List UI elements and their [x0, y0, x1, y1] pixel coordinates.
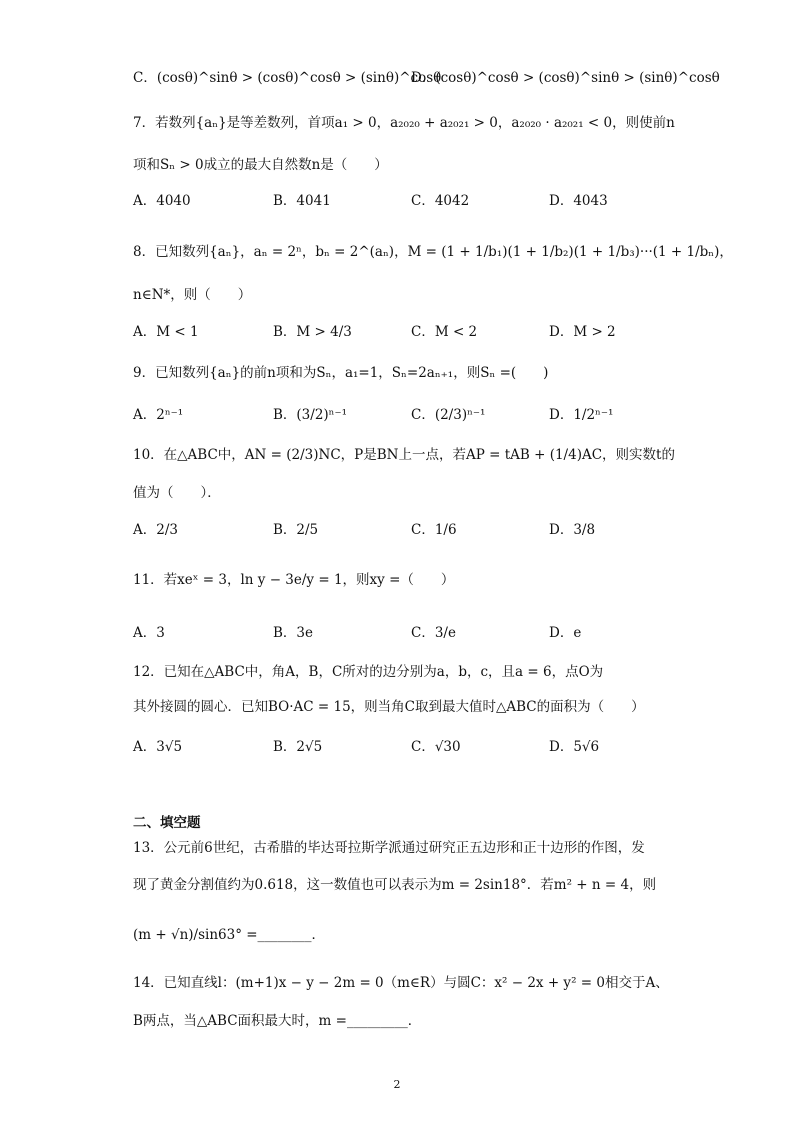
q11-option-b: B．3e	[273, 625, 313, 641]
q7-line1: 7．若数列{aₙ}是等差数列，首项a₁ > 0，a₂₀₂₀ + a₂₀₂₁ > 0，a₂₀₂₀ · a₂₀₂₁ < 0，则使前n	[133, 115, 675, 131]
q11-option-a: A．3	[133, 625, 165, 641]
page-number: 2	[393, 1078, 401, 1091]
q8-options	[133, 322, 693, 348]
q10-line1: 10．在△ABC中，AN = (2/3)NC，P是BN上一点，若AP = tAB + (1/4)AC，则实数t的	[133, 447, 675, 463]
section-heading: 二、填空题	[133, 815, 201, 831]
q12-line2: 其外接圆的圆心．已知BO·AC = 15，则当角C取到最大值时△ABC的面积为（ ）	[133, 699, 645, 715]
q10-line2: 值为（ ）．	[133, 485, 221, 501]
q9-option-b: B．(3/2)ⁿ⁻¹	[273, 407, 348, 423]
q6-option-d: D．(cosθ)^cosθ > (cosθ)^sinθ > (sinθ)^cosθ	[411, 70, 720, 86]
q8-option-d: D．M > 2	[549, 324, 616, 340]
q7-option-a: A．4040	[133, 193, 191, 209]
q7-option-b: B．4041	[273, 193, 331, 209]
q9-option-a: A．2ⁿ⁻¹	[133, 407, 184, 423]
q8-line2: n∈N*，则（ ）	[133, 287, 252, 303]
q14-line2: B两点，当△ABC面积最大时，m =_________．	[133, 1013, 422, 1029]
q12-option-c: C．√30	[411, 739, 461, 755]
q12-option-a: A．3√5	[133, 739, 183, 755]
q7-option-d: D．4043	[549, 193, 608, 209]
q14-line1: 14．已知直线l：(m+1)x − y − 2m = 0（m∈R）与圆C：x² − 2x + y² = 0相交于A、	[133, 975, 669, 991]
q12-options	[133, 737, 693, 763]
q10-option-a: A．2/3	[133, 522, 178, 538]
q11-options	[133, 623, 693, 649]
q8-option-c: C．M < 2	[411, 324, 478, 340]
q11-option-c: C．3/e	[411, 625, 456, 641]
q7-option-c: C．4042	[411, 193, 470, 209]
q9-option-c: C．(2/3)ⁿ⁻¹	[411, 407, 486, 423]
q12-option-b: B．2√5	[273, 739, 323, 755]
q10-options	[133, 520, 693, 546]
q10-option-c: C．1/6	[411, 522, 457, 538]
q13-line2: 现了黄金分割值约为0.618，这一数值也可以表示为m = 2sin18°．若m² + n = 4，则	[133, 877, 657, 893]
q11-line1: 11．若xeˣ = 3，ln y − 3e/y = 1，则xy =（ ）	[133, 572, 455, 588]
q8-line1: 8．已知数列{aₙ}，aₙ = 2ⁿ，bₙ = 2^(aₙ)，M = (1 + 1/b₁)(1 + 1/b₂)(1 + 1/b₃)···(1 + 1/bₙ)，	[133, 244, 733, 260]
q6-option-c: C．(cosθ)^sinθ > (cosθ)^cosθ > (sinθ)^cosθ	[133, 70, 442, 86]
q12-option-d: D．5√6	[549, 739, 600, 755]
q10-option-d: D．3/8	[549, 522, 596, 538]
q13-line1: 13．公元前6世纪，古希腊的毕达哥拉斯学派通过研究正五边形和正十边形的作图，发	[133, 840, 645, 856]
q8-option-b: B．M > 4/3	[273, 324, 352, 340]
q6-options	[133, 68, 720, 94]
q9-option-d: D．1/2ⁿ⁻¹	[549, 407, 614, 423]
q9-options	[133, 405, 693, 431]
q7-line2: 项和Sₙ > 0成立的最大自然数n是（ ）	[133, 157, 388, 173]
q12-line1: 12．已知在△ABC中，角A，B，C所对的边分别为a，b，c，且a = 6，点O为	[133, 664, 604, 680]
q10-option-b: B．2/5	[273, 522, 319, 538]
q7-options	[133, 191, 693, 217]
q13-line3: (m + √n)/sin63° =________．	[133, 927, 326, 943]
q9-line1: 9．已知数列{aₙ}的前n项和为Sₙ，a₁=1，Sₙ=2aₙ₊₁，则Sₙ =( )	[133, 365, 549, 381]
q8-option-a: A．M < 1	[133, 324, 199, 340]
q11-option-d: D．e	[549, 625, 582, 641]
